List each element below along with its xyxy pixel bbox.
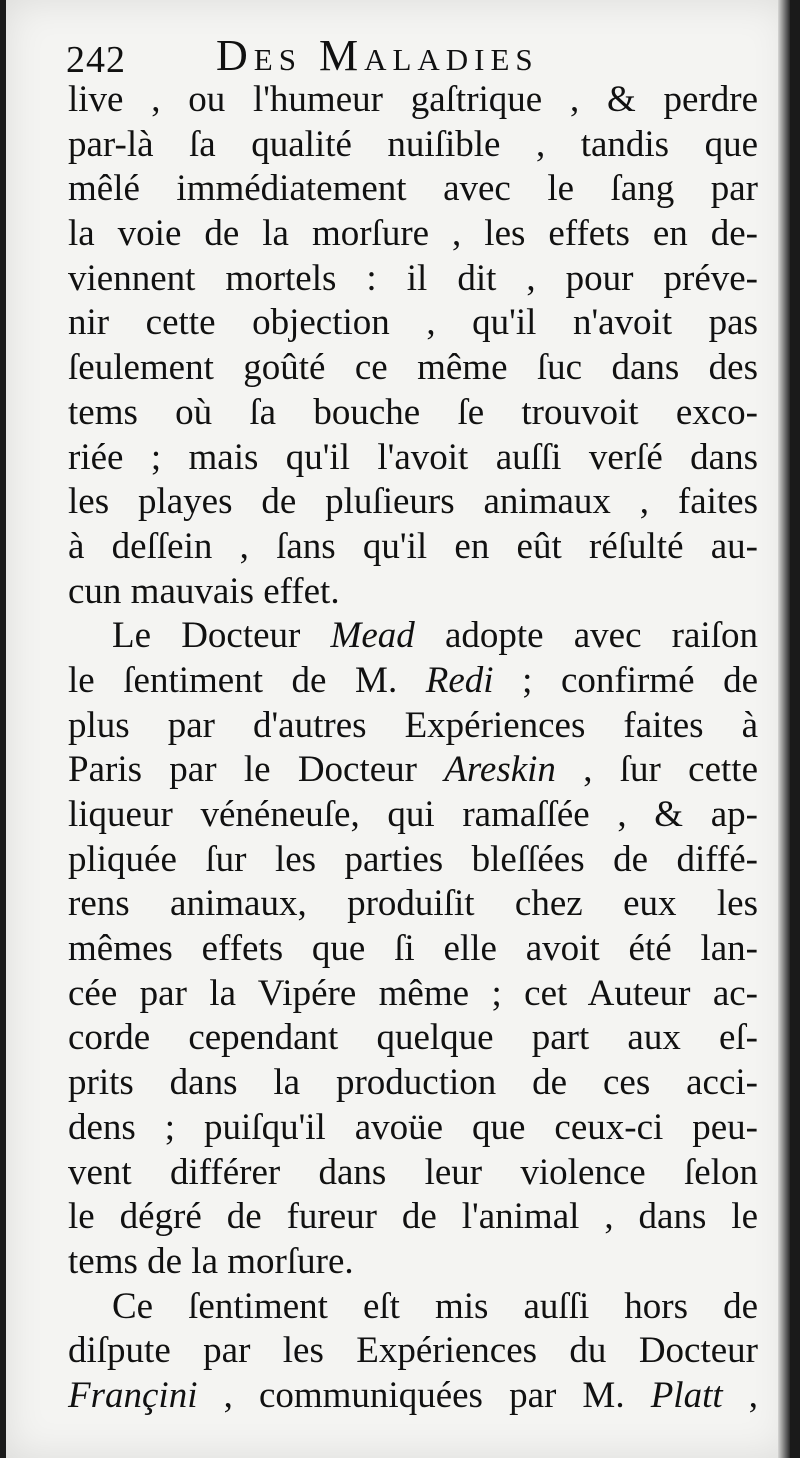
text-segment: le ſentiment de M. (68, 659, 426, 701)
text-segment: cée par la Vipére même ; cet Auteur ac- (68, 972, 758, 1014)
text-line (68, 793, 758, 838)
text-line (68, 257, 758, 302)
text-line (68, 391, 758, 436)
text-segment: la voie de la morſure , les effets en de- (68, 213, 758, 255)
text-line (68, 212, 758, 257)
text-segment: viennent mortels : il dit , pour préve- (68, 257, 758, 299)
text-line (68, 882, 758, 927)
text-segment: liqueur vénéneuſe, qui ramaſſée , & ap- (68, 794, 758, 835)
text-line (68, 525, 758, 570)
text-line (68, 167, 758, 212)
italic-name: Mead (330, 615, 415, 657)
body-text (68, 78, 758, 1419)
text-segment: pliquée ſur les parties bleſſées de diffé- (68, 838, 758, 880)
text-segment: rens animaux, produiſit chez eux les (68, 883, 758, 925)
text-line (68, 838, 758, 883)
text-line (68, 927, 758, 972)
text-line (68, 301, 758, 346)
text-segment: live , ou l'humeur gaſtrique , & perdre (68, 79, 758, 120)
text-segment: tems où ſa bouche ſe trouvoit exco- (68, 391, 758, 433)
text-segment: les playes de pluſieurs animaux , faites (68, 481, 758, 523)
text-line (68, 1285, 758, 1330)
text-segment: vent différer dans leur violence ſelon (68, 1151, 758, 1193)
text-segment: tems de la morſure. (68, 1240, 354, 1282)
text-line (68, 748, 758, 793)
text-segment: ſeulement goûté ce même ſuc dans des (68, 347, 758, 389)
text-line (68, 972, 758, 1017)
text-line (68, 1195, 758, 1240)
text-segment: mêlé immédiatement avec le ſang par (68, 168, 758, 210)
running-head: Des Maladies (216, 31, 539, 80)
italic-name: Platt (650, 1374, 723, 1416)
text-segment: prits dans la production de ces acci- (68, 1062, 758, 1104)
text-line (68, 1240, 758, 1285)
page-number: 242 (66, 39, 126, 81)
italic-name: Redi (425, 659, 494, 701)
text-segment: , ſur cette (555, 749, 758, 791)
text-segment: adopte avec raiſon (414, 615, 758, 657)
text-line (68, 436, 758, 481)
text-line (68, 1061, 758, 1106)
text-line (68, 480, 758, 525)
text-segment: par-là ſa qualité nuiſible , tandis que (68, 123, 758, 165)
text-line (68, 78, 758, 123)
text-segment: , communiquées par M. (197, 1374, 651, 1416)
text-line (68, 1106, 758, 1151)
text-segment: à deſſein , ſans qu'il en eût réſulté au- (68, 525, 758, 567)
text-segment: Ce ſentiment eſt mis auſſi hors de (112, 1285, 758, 1327)
page-edge-shadow (778, 0, 790, 1458)
book-page (6, 0, 790, 1458)
text-segment: corde cependant quelque part aux eſ- (68, 1017, 758, 1059)
text-line (68, 704, 758, 749)
text-segment: cun mauvais effet. (68, 570, 340, 612)
italic-name: Françini (68, 1374, 198, 1416)
text-segment: nir cette objection , qu'il n'avoit pas (68, 302, 758, 344)
text-line (68, 570, 758, 615)
text-segment: Paris par le Docteur (68, 749, 445, 791)
text-segment: plus par d'autres Expériences faites à (68, 704, 758, 746)
text-segment: mêmes effets que ſi elle avoit été lan- (68, 928, 758, 970)
italic-name: Areskin (444, 749, 556, 791)
text-segment: , (722, 1374, 758, 1416)
text-segment: diſpute par les Expériences du Docteur (68, 1330, 758, 1372)
text-segment: dens ; puiſqu'il avoüe que ceux-ci peu- (68, 1106, 758, 1148)
text-line (68, 1374, 758, 1419)
text-segment: Le Docteur (112, 615, 331, 657)
text-segment: riée ; mais qu'il l'avoit auſſi verſé dans (68, 436, 758, 478)
text-line (68, 123, 758, 168)
text-segment: le dégré de fureur de l'animal , dans le (68, 1196, 758, 1238)
text-line (68, 614, 758, 659)
text-line (68, 659, 758, 704)
text-segment: ; confirmé de (493, 659, 758, 701)
text-line (68, 1329, 758, 1374)
text-line (68, 346, 758, 391)
text-line (68, 1151, 758, 1196)
text-line (68, 1016, 758, 1061)
